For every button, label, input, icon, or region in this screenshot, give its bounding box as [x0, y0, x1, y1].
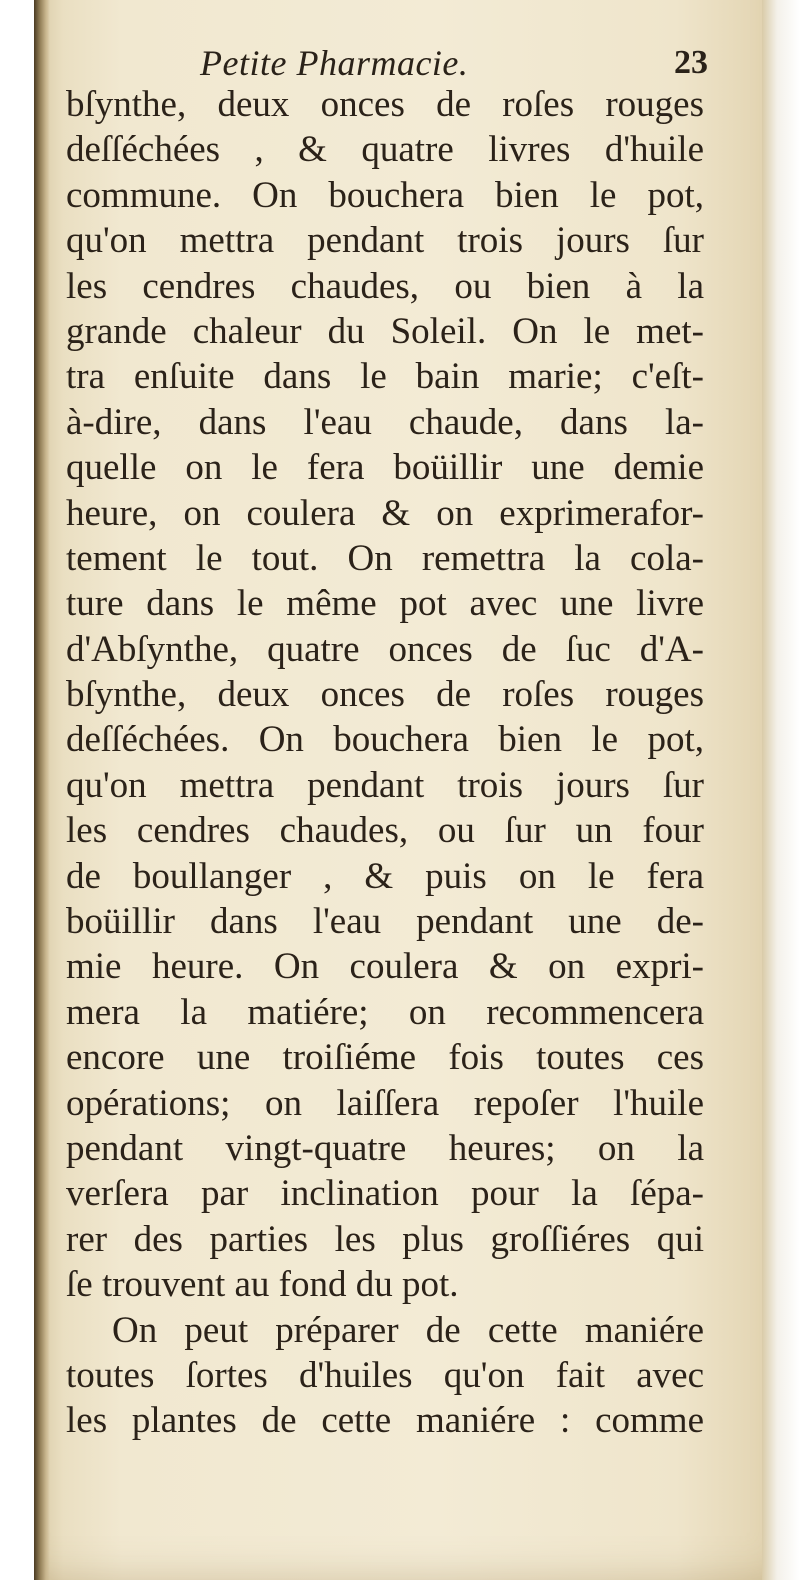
body-text	[66, 82, 704, 1444]
text-line: tement le tout. On remettra la cola-	[66, 537, 704, 579]
text-line: qu'on mettra pendant trois jours ſur	[66, 220, 704, 262]
paragraph-end-line: ſe trouvent au fond du pot.	[66, 1264, 459, 1306]
text-line: de boullanger , & puis on le fera	[66, 855, 704, 897]
text-line: mera la matiére; on recommencera	[66, 991, 704, 1033]
text-line: les cendres chaudes, ou bien à la	[66, 265, 704, 307]
text-line: bſynthe, deux onces de roſes rouges	[66, 84, 704, 125]
text-line: qu'on mettra pendant trois jours ſur	[66, 764, 704, 806]
text-line: toutes ſortes d'huiles qu'on fait avec	[66, 1354, 704, 1396]
text-line: les plantes de cette maniére : comme	[66, 1400, 704, 1442]
text-line: encore une troiſiéme fois toutes ces	[66, 1037, 704, 1079]
text-line: boüillir dans l'eau pendant une de-	[66, 901, 704, 943]
text-line: pendant vingt-quatre heures; on la	[66, 1127, 704, 1169]
text-line: commune. On bouchera bien le pot,	[66, 174, 704, 216]
text-line: verſera par inclination pour la ſépa-	[66, 1173, 704, 1215]
text-line: bſynthe, deux onces de roſes rouges	[66, 674, 704, 716]
text-line: les cendres chaudes, ou ſur un four	[66, 810, 704, 852]
binding-gutter	[34, 0, 50, 1580]
paragraph-start-line: On peut préparer de cette maniére	[112, 1309, 704, 1351]
text-line: quelle on le fera boüillir une demie	[66, 447, 704, 489]
text-line: opérations; on laiſſera repoſer l'huile	[66, 1082, 704, 1124]
text-line: ture dans le même pot avec une livre	[66, 583, 704, 625]
text-line: à-dire, dans l'eau chaude, dans la-	[66, 401, 704, 443]
text-line: grande chaleur du Soleil. On le met-	[66, 310, 704, 352]
text-line: rer des parties les plus groſſiéres qui	[66, 1218, 704, 1260]
page-edge	[762, 0, 800, 1580]
text-line: mie heure. On coulera & on expri-	[66, 946, 704, 988]
text-line: d'Abſynthe, quatre onces de ſuc d'A-	[66, 628, 704, 670]
page-number: 23	[674, 44, 708, 81]
text-line: deſſéchées. On bouchera bien le pot,	[66, 719, 704, 761]
running-title: Petite Pharmacie.	[200, 43, 469, 83]
text-line: deſſéchées , & quatre livres d'huile	[66, 129, 704, 171]
text-line: heure, on coulera & on exprimerafor-	[66, 492, 704, 534]
text-line: tra enſuite dans le bain marie; c'eſt-	[66, 356, 704, 398]
